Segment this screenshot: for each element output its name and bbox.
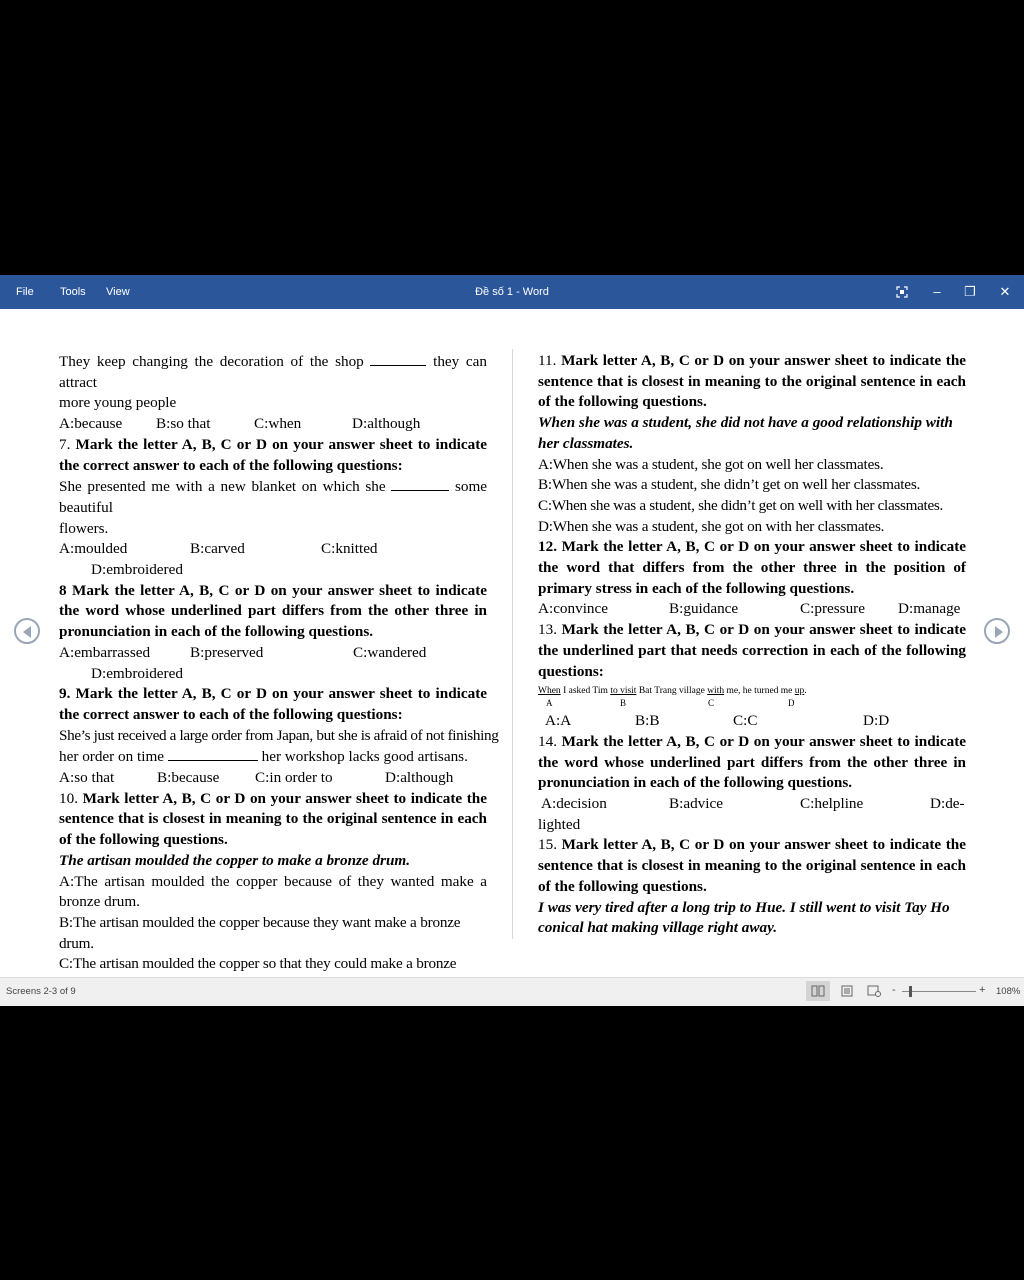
q6-text-b: they can attract [59,353,488,391]
q9-stem-line2 [59,746,487,768]
q12-option-d: D:manage [898,600,961,618]
screen-counter: Screens 2-3 of 9 [6,986,76,997]
q14-option-d: D:de- [930,795,965,813]
zoom-in-button[interactable]: + [979,984,986,996]
q13-letter-c: C [708,698,715,709]
q8-option-a: A:embarrassed [59,643,151,661]
q12-option-b: B:guidance [669,600,739,618]
q13-text: Bat Trang village [636,686,708,697]
q7-options [59,539,487,560]
zoom-slider-thumb[interactable] [909,986,912,997]
previous-screen-button[interactable] [14,618,40,644]
right-column [538,351,966,939]
q13-letter-d: D [788,698,795,709]
web-layout-icon [867,985,881,997]
q7-option-d: D:embroidered [91,561,183,579]
q11-option-b: B:When she was a student, she didn’t get on well her classmates. [538,476,921,494]
q8-option-d: D:embroidered [91,664,183,682]
q13-part-a: When [538,686,561,697]
q6-options [59,414,487,435]
q7-instruction: Mark the letter A, B, C or D on your answer sheet to indicate the correct answer to each of the following questions: [59,435,488,474]
q12-option-c: C:pressure [800,600,865,618]
q13-part-d: up [794,686,805,697]
q15-stem: I was very tired after a long trip to Hue. I still went to visit Tay Ho conical hat making village right away. [538,898,950,937]
chevron-left-icon [23,626,31,638]
read-mode-icon [811,985,825,997]
q12-option-a: A:convince [538,600,609,618]
q10-option-c: C:The artisan moulded the copper so that they could make a bronze [59,955,457,973]
q10-stem: The artisan moulded the copper to make a bronze drum. [59,851,411,869]
q13-text: I asked Tim [560,686,611,697]
answer-blank [370,351,426,366]
q15-number: 15. [538,836,557,854]
q13-part-c: with [707,686,725,697]
q7-number: 7. [59,435,71,453]
answer-blank [168,746,258,761]
q11-number: 11. [538,352,557,369]
q8-option-c: C:wandered [353,643,427,661]
q7-stem-line2: flowers. [59,519,109,537]
zoom-out-button[interactable]: - [892,984,896,996]
chevron-right-icon [995,626,1003,638]
q13-letter-b: B [620,698,627,709]
q11-instruction: Mark letter A, B, C or D on your answer sheet to indicate the sentence that is closest in meaning to the original sentence in each of the following questions. [538,352,967,411]
q6-text-a: They keep changing the decoration of the shop [59,353,364,370]
q8-options [59,643,487,664]
q13-text: me, he turned me [724,686,795,697]
q6-option-a: A:because [59,415,123,433]
q7-option-c: C:knitted [321,540,378,558]
menu-tools[interactable]: Tools [60,286,86,298]
close-button[interactable]: ✕ [999,284,1011,299]
menu-view[interactable]: View [106,286,130,298]
q7-stem [59,476,487,518]
q10-number: 10. [59,789,78,807]
q9-option-a: A:so that [59,769,115,787]
next-screen-button[interactable] [984,618,1010,644]
q11-option-c: C:When she was a student, she didn’t get on well with her classmates. [538,496,944,514]
q7-heading [59,435,487,476]
q6-option-c: C:when [254,415,302,433]
q9-option-d: D:although [385,769,454,787]
q11-option-a: A:When she was a student, she got on well her classmates. [538,455,884,473]
minimize-button[interactable]: – [933,284,941,299]
q7-option-a: A:moulded [59,540,128,558]
q7-text-a: She presented me with a new blanket on which she [59,478,386,496]
q14-option-a: A:decision [541,795,607,813]
q6-option-b: B:so that [156,415,211,433]
q14-option-b: B:advice [669,795,723,813]
q10-option-b: B:The artisan moulded the copper because they want make a bronze drum. [59,913,461,952]
q7-option-b: B:carved [190,540,245,558]
q9-option-b: B:because [157,769,220,787]
q13-instruction: Mark the letter A, B, C or D on your answer sheet to indicate the underlined part that needs correction in each of the following questions: [538,621,966,680]
document-page [0,309,1024,977]
focus-mode-icon[interactable] [890,281,914,303]
q14-options [538,794,966,815]
menu-file[interactable]: File [16,286,34,298]
q9-stem-line1: She’s just received a large order from Japan, but she is afraid of not finishing [59,726,499,744]
q15-heading [538,835,966,897]
q10-instruction: Mark letter A, B, C or D on your answer sheet to indicate the sentence that is closest in meaning to the original sentence in each of the following questions. [59,789,487,849]
restore-button[interactable]: ❐ [964,284,976,299]
zoom-level[interactable]: 108% [996,986,1021,997]
q14-instruction: Mark the letter A, B, C or D on your answer sheet to indicate the word whose underlined part differs from the other three in pronunciation in each of the following questions. [538,732,966,792]
q15-instruction: Mark letter A, B, C or D on your answer sheet to indicate the sentence that is closest in meaning to the original sentence in each of the following questions. [538,836,966,895]
q9-instruction: 9. Mark the letter A, B, C or D on your answer sheet to indicate the correct answer to each of the following questions: [59,685,487,723]
q13-option-a: A:A [545,712,572,730]
q8-option-b: B:preserved [190,643,264,661]
q9-options [59,768,487,789]
q11-stem: When she was a student, she did not have a good relationship with her classmates. [538,414,953,452]
word-window [0,275,1024,1005]
zoom-slider-track[interactable] [902,991,976,992]
left-column [59,351,499,1017]
answer-blank [391,476,449,491]
q13-options [538,711,966,732]
q6-option-d: D:although [352,415,421,433]
q6-stem [59,351,487,393]
status-bar [0,977,1024,1006]
title-bar [0,275,1024,309]
q11-heading [538,351,966,413]
q11-option-d: D:When she was a student, she got on with her classmates. [538,517,885,535]
q10-heading [59,789,487,851]
q8-instruction: 8 Mark the letter A, B, C or D on your answer sheet to indicate the word whose underlined part differs from the other three in pronunciation in each of the following questions. [59,581,487,641]
q13-option-d: D:D [863,712,890,730]
q13-letter-a: A [546,698,553,709]
q13-option-b: B:B [635,712,660,730]
q12-options [538,599,966,620]
q14-option-d-tail: lighted [538,815,581,833]
q9-text-a: her order on time [59,748,165,766]
q14-option-c: C:helpline [800,795,864,813]
q13-heading [538,620,966,682]
print-layout-icon [841,985,853,997]
q12-instruction: 12. Mark the letter A, B, C or D on your answer sheet to indicate the word that differs from the other three in the position of primary stress in each of the following questions. [538,538,966,597]
q13-number: 13. [538,621,557,639]
q9-option-c: C:in order to [255,769,333,787]
q13-part-b: to visit [610,686,637,697]
column-divider [512,349,513,939]
q7-text-b: some beautiful [59,478,488,516]
q13-part-letters [538,697,966,711]
q6-stem-line2: more young people [59,394,177,412]
q9-text-b: her workshop lacks good artisans. [261,748,468,766]
q13-text: . [804,686,807,697]
q14-number: 14. [538,732,557,750]
document-title: Đề số 1 - Word [475,286,549,298]
print-layout-button[interactable] [836,981,858,1001]
read-mode-button[interactable] [806,981,830,1001]
q13-option-c: C:C [733,712,758,730]
q14-heading [538,732,966,794]
q10-option-a: A:The artisan moulded the copper because of they wanted make a bronze drum. [59,872,487,911]
q13-sentence [538,685,966,697]
web-layout-button[interactable] [863,981,885,1001]
